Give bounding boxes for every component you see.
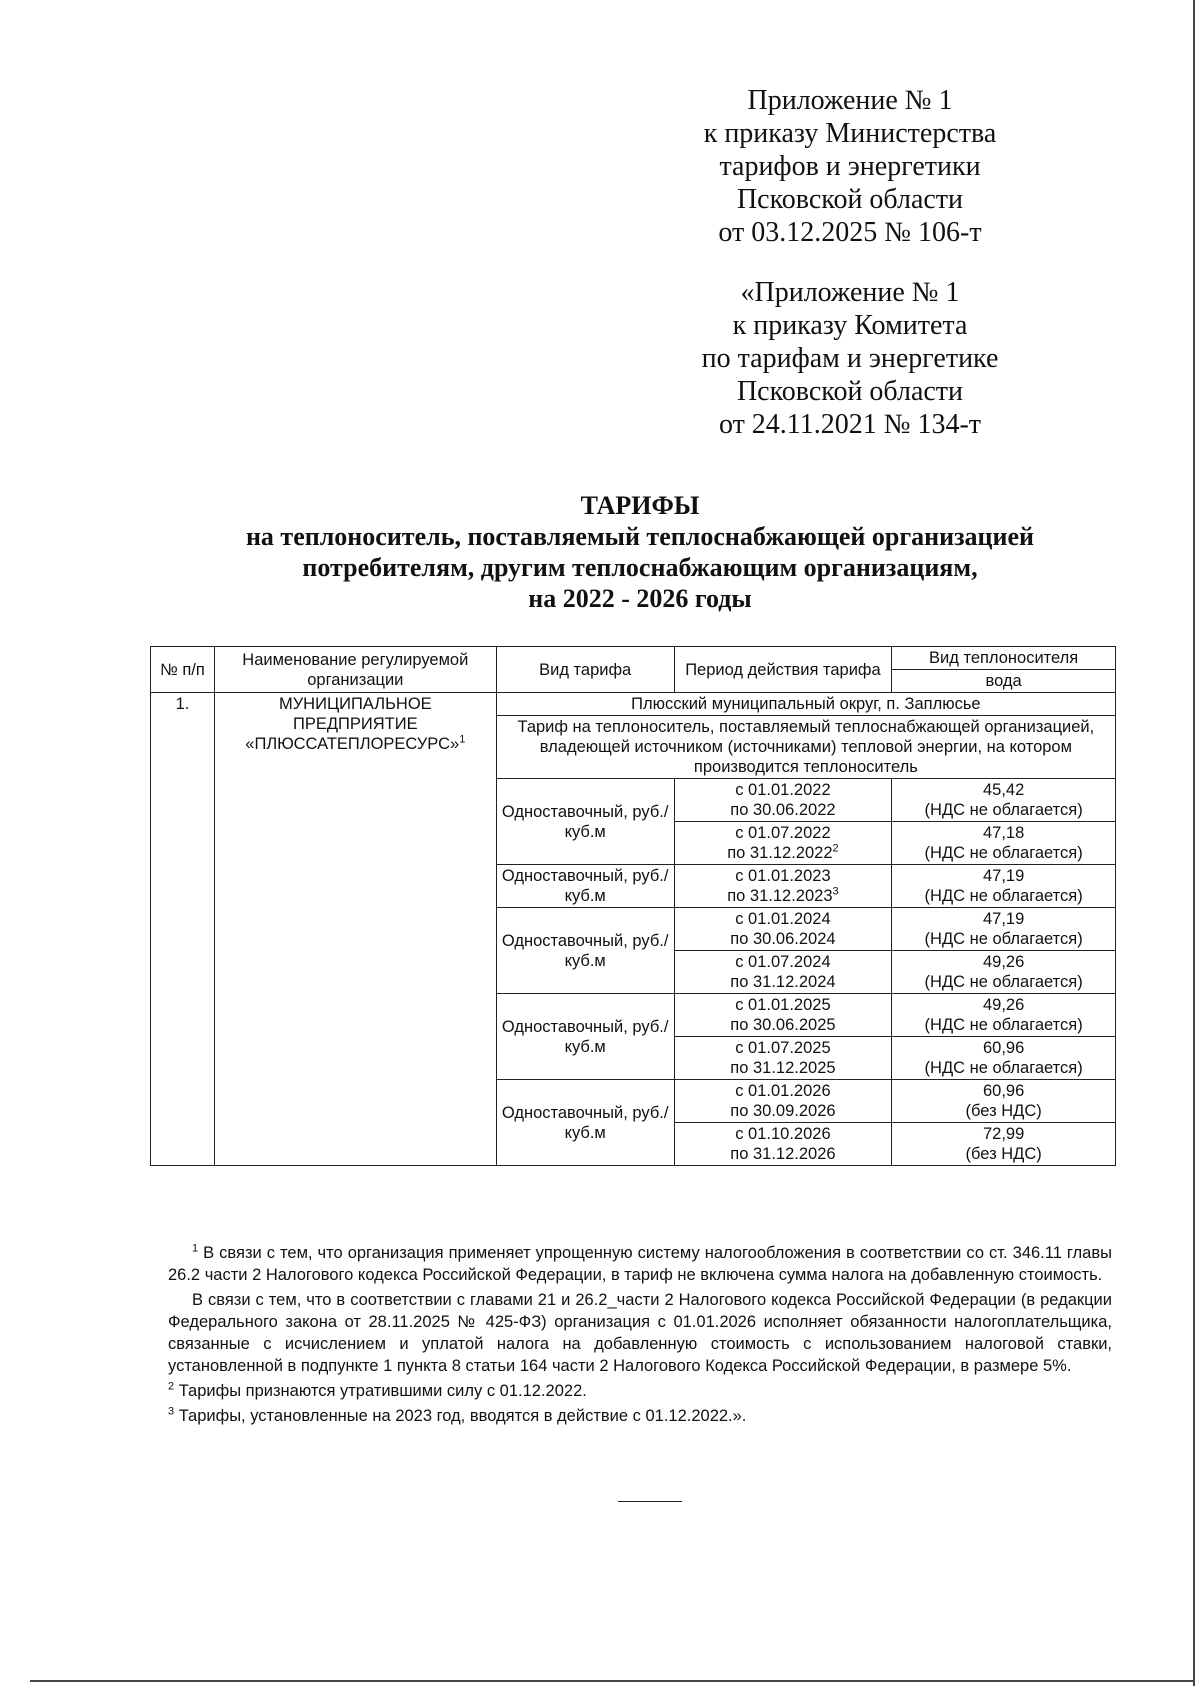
- footnote-1: [168, 1242, 1112, 1286]
- tariff-type-cell: Одноставочный, руб./куб.м: [496, 1080, 674, 1166]
- value-cell: [892, 1037, 1116, 1080]
- vat-note: (НДС не облагается): [924, 844, 1083, 862]
- footnote-mark: 3: [168, 1405, 175, 1418]
- appendix-original-order: [640, 276, 1060, 441]
- document-title: [160, 490, 1120, 614]
- tariff-value: 49,26: [982, 953, 1025, 971]
- period-cell: [674, 779, 892, 822]
- tariff-value: 45,42: [982, 781, 1025, 799]
- title-line: на 2022 - 2026 годы: [528, 584, 752, 613]
- period-to: по 31.12.2022: [727, 844, 833, 862]
- period-cell: [674, 822, 892, 865]
- vat-note: (без НДС): [965, 1102, 1042, 1120]
- value-cell: [892, 908, 1116, 951]
- period-from: с 01.01.2023: [735, 867, 831, 885]
- appendix-line: Псковской области: [736, 376, 964, 407]
- footnote-mark: 2: [168, 1380, 175, 1393]
- title-heading: ТАРИФЫ: [580, 491, 700, 520]
- tariff-type-cell: Одноставочный, руб./куб.м: [496, 908, 674, 994]
- value-cell: [892, 822, 1116, 865]
- footnote-text: Тарифы признаются утратившими силу с 01.12.2022.: [178, 1382, 587, 1400]
- period-from: с 01.07.2024: [735, 953, 831, 971]
- value-cell: [892, 994, 1116, 1037]
- tariff-value: 47,19: [982, 867, 1025, 885]
- period-to: по 31.12.2023: [727, 887, 833, 905]
- title-line: на теплоноситель, поставляемый теплоснабжающей организацией: [245, 522, 1035, 551]
- period-from: с 01.01.2026: [735, 1082, 831, 1100]
- value-cell: [892, 779, 1116, 822]
- header-carrier-water: вода: [892, 670, 1116, 693]
- period-from: с 01.07.2022: [735, 824, 831, 842]
- vat-note: (НДС не облагается): [924, 801, 1083, 819]
- period-from: с 01.07.2025: [735, 1039, 831, 1057]
- value-cell: [892, 951, 1116, 994]
- period-to: по 31.12.2024: [730, 973, 836, 991]
- period-cell: [674, 1080, 892, 1123]
- tariff-value: 72,99: [982, 1125, 1025, 1143]
- organization-cell: [214, 693, 496, 1166]
- value-cell: [892, 865, 1116, 908]
- period-cell: [674, 1037, 892, 1080]
- period-to: по 30.09.2026: [730, 1102, 836, 1120]
- appendix-line: тарифов и энергетики: [719, 151, 981, 182]
- period-to: по 31.12.2025: [730, 1059, 836, 1077]
- period-cell: [674, 951, 892, 994]
- tariff-value: 47,18: [982, 824, 1025, 842]
- period-cell: [674, 908, 892, 951]
- vat-note: (НДС не облагается): [924, 930, 1083, 948]
- tariff-value: 60,96: [982, 1039, 1025, 1057]
- header-tariff-type: Вид тарифа: [496, 647, 674, 693]
- row-number: 1.: [151, 693, 215, 1166]
- appendix-line: «Приложение № 1: [740, 277, 960, 308]
- period-cell: [674, 1123, 892, 1166]
- vat-note: (без НДС): [965, 1145, 1042, 1163]
- value-cell: [892, 1123, 1116, 1166]
- tariff-type-cell: Одноставочный, руб./куб.м: [496, 994, 674, 1080]
- footnote-ref: 2: [832, 842, 839, 855]
- period-cell: [674, 994, 892, 1037]
- period-to: по 30.06.2022: [730, 801, 836, 819]
- footnote-1-continued: В связи с тем, что в соответствии с главами 21 и 26.2_части 2 Налогового кодекса Российской Федерации (в редакции Федерального закона от 28.11.2025 № 425-ФЗ) организация с 01.01.2026 исполняет обязанности налогоплательщика, связанные с исчислением и уплатой налога на добавленную стоимость с использованием налоговой ставки, установленной в подпункте 1 пункта 8 статьи 164 части 2 Налогового Кодекса Российской Федерации, в размере 5%.: [168, 1291, 1112, 1375]
- appendix-line: Псковской области: [736, 184, 964, 215]
- tariff-description-cell: Тариф на теплоноситель, поставляемый теплоснабжающей организацией, владеющей источником (источниками) тепловой энергии, на котором производится теплоноситель: [496, 716, 1115, 779]
- title-line: потребителям, другим теплоснабжающим организациям,: [302, 553, 978, 582]
- tariff-type-cell: Одноставочный, руб./куб.м: [496, 865, 674, 908]
- appendix-line: от 24.11.2021 № 134-т: [718, 409, 982, 440]
- period-from: с 01.01.2024: [735, 910, 831, 928]
- period-to: по 31.12.2026: [730, 1145, 836, 1163]
- appendix-line: к приказу Министерства: [703, 118, 997, 149]
- table-header-row: [151, 647, 1116, 670]
- period-to: по 30.06.2024: [730, 930, 836, 948]
- scan-edge-right: [1193, 0, 1195, 1686]
- vat-note: (НДС не облагается): [924, 1059, 1083, 1077]
- appendix-line: Приложение № 1: [747, 85, 953, 116]
- tariff-value: 47,19: [982, 910, 1025, 928]
- footnote-ref: 3: [832, 885, 839, 898]
- period-to: по 30.06.2025: [730, 1016, 836, 1034]
- period-from: с 01.01.2025: [735, 996, 831, 1014]
- header-organization: Наименование регулируемой организации: [214, 647, 496, 693]
- appendix-current-order: [640, 84, 1060, 249]
- footnotes: [168, 1242, 1112, 1430]
- scan-edge-bottom: [30, 1680, 1195, 1682]
- footnote-ref: 1: [459, 733, 466, 746]
- period-from: с 01.01.2022: [735, 781, 831, 799]
- appendix-line: к приказу Комитета: [732, 310, 968, 341]
- value-cell: [892, 1080, 1116, 1123]
- footnote-text: В связи с тем, что организация применяет упрощенную систему налогообложения в соответствии со ст. 346.11 главы 26.2 части 2 Налогового кодекса Российской Федерации, в тариф не включена сумма налога на добавленную стоимость.: [168, 1244, 1112, 1284]
- footnote-mark: 1: [192, 1242, 199, 1255]
- appendix-line: по тарифам и энергетике: [701, 343, 999, 374]
- footnote-2: [168, 1380, 1112, 1402]
- header-period: Период действия тарифа: [674, 647, 892, 693]
- tariff-type-cell: Одноставочный, руб./куб.м: [496, 779, 674, 865]
- period-from: с 01.10.2026: [735, 1125, 831, 1143]
- tariff-value: 49,26: [982, 996, 1025, 1014]
- table-row: [151, 693, 1116, 716]
- period-cell: [674, 865, 892, 908]
- header-num: № п/п: [151, 647, 215, 693]
- organization-name: МУНИЦИПАЛЬНОЕ ПРЕДПРИЯТИЕ «ПЛЮССАТЕПЛОРЕСУРС»: [245, 695, 460, 753]
- location-cell: Плюсский муниципальный округ, п. Заплюсье: [496, 693, 1115, 716]
- appendix-line: от 03.12.2025 № 106-т: [718, 217, 982, 248]
- closing-rule: [618, 1501, 682, 1502]
- footnote-text: Тарифы, установленные на 2023 год, вводятся в действие с 01.12.2022.».: [178, 1407, 747, 1425]
- tariff-value: 60,96: [982, 1082, 1025, 1100]
- vat-note: (НДС не облагается): [924, 887, 1083, 905]
- vat-note: (НДС не облагается): [924, 1016, 1083, 1034]
- tariff-table: [150, 646, 1116, 1166]
- footnote-3: [168, 1405, 1112, 1427]
- header-carrier: Вид теплоносителя: [892, 647, 1116, 670]
- vat-note: (НДС не облагается): [924, 973, 1083, 991]
